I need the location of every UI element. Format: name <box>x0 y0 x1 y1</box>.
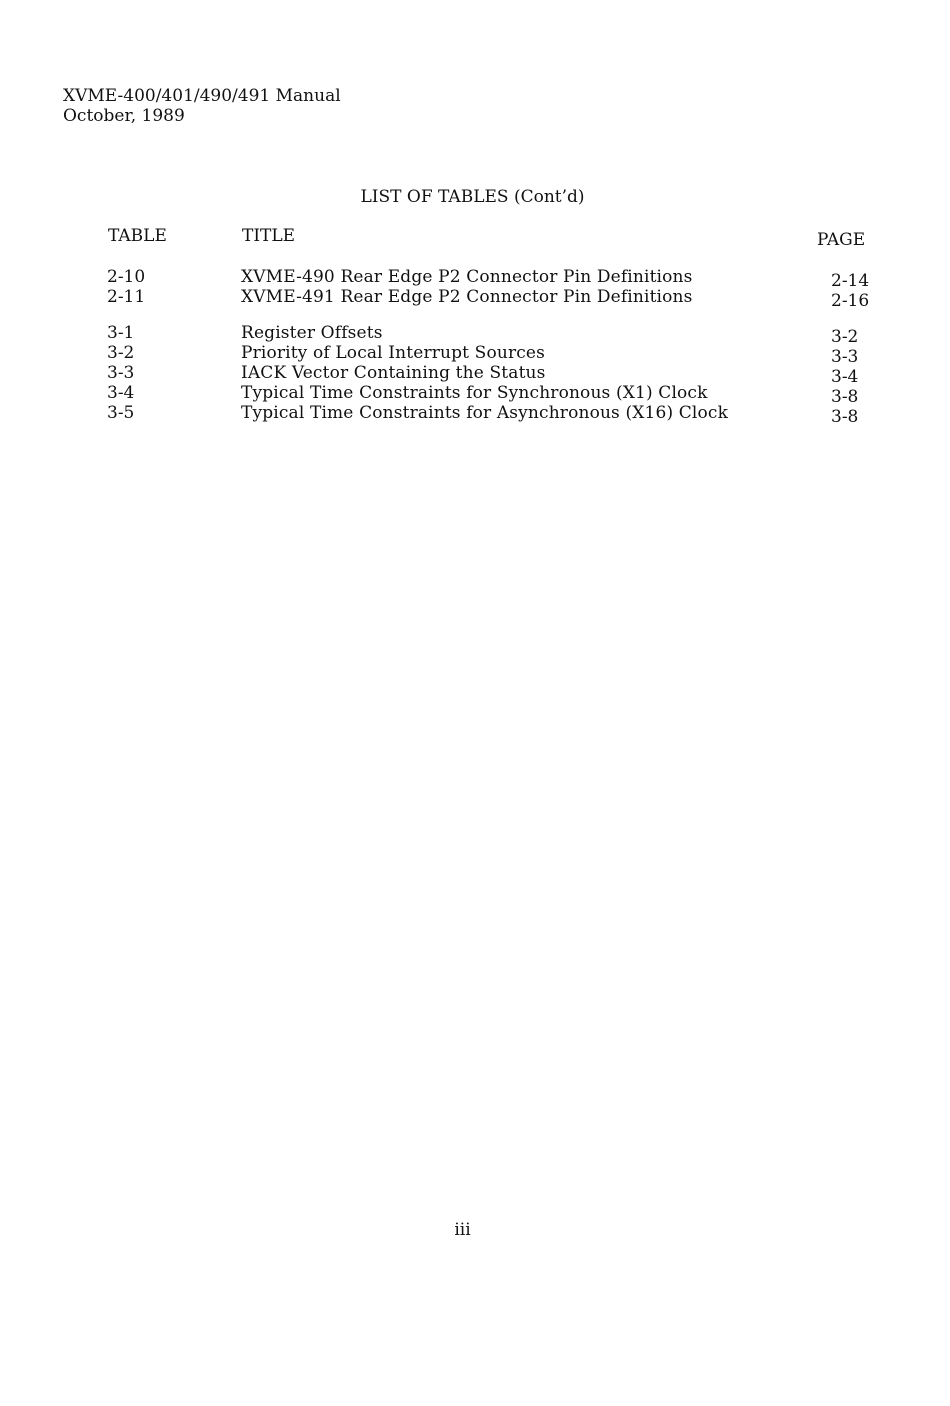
page-title: LIST OF TABLES (Cont’d) <box>360 187 585 207</box>
table-entry-row[interactable] <box>0 287 950 311</box>
table-entry-row[interactable] <box>0 267 950 291</box>
entry-number: 3-3 <box>107 363 135 383</box>
entry-page: 2-14 <box>831 271 870 291</box>
manual-date: October, 1989 <box>63 106 185 126</box>
table-entries-chapter-3 <box>0 323 950 427</box>
entry-title: XVME-490 Rear Edge P2 Connector Pin Definitions <box>241 267 693 287</box>
column-header-page: PAGE <box>817 230 866 250</box>
table-entry-row[interactable] <box>0 323 950 347</box>
entry-number: 3-2 <box>107 343 135 363</box>
entry-title: Register Offsets <box>241 323 383 343</box>
entry-number: 3-1 <box>107 323 135 343</box>
entry-number: 3-5 <box>107 403 135 423</box>
table-entry-row[interactable] <box>0 363 950 387</box>
entry-page: 3-2 <box>831 327 859 347</box>
entry-number: 3-4 <box>107 383 135 403</box>
table-entry-row[interactable] <box>0 403 950 427</box>
table-entry-row[interactable] <box>0 383 950 407</box>
entry-number: 2-10 <box>107 267 146 287</box>
entry-page: 3-8 <box>831 407 859 427</box>
entry-title: IACK Vector Containing the Status <box>241 363 546 383</box>
entry-title: Priority of Local Interrupt Sources <box>241 343 545 363</box>
entry-page: 3-8 <box>831 387 859 407</box>
table-entry-row[interactable] <box>0 343 950 367</box>
page-number: iii <box>454 1220 471 1240</box>
entry-title: Typical Time Constraints for Synchronous (X1) Clock <box>241 383 708 403</box>
entry-page: 2-16 <box>831 291 870 311</box>
column-header-title: TITLE <box>242 226 296 246</box>
column-header-table: TABLE <box>108 226 167 246</box>
entry-title: Typical Time Constraints for Asynchronous (X16) Clock <box>241 403 729 423</box>
entry-title: XVME-491 Rear Edge P2 Connector Pin Definitions <box>241 287 693 307</box>
entry-page: 3-3 <box>831 347 859 367</box>
entry-number: 2-11 <box>107 287 146 307</box>
table-entries-chapter-2 <box>0 267 950 311</box>
document-header <box>63 86 341 126</box>
entry-page: 3-4 <box>831 367 859 387</box>
manual-title: XVME-400/401/490/491 Manual <box>63 86 341 106</box>
